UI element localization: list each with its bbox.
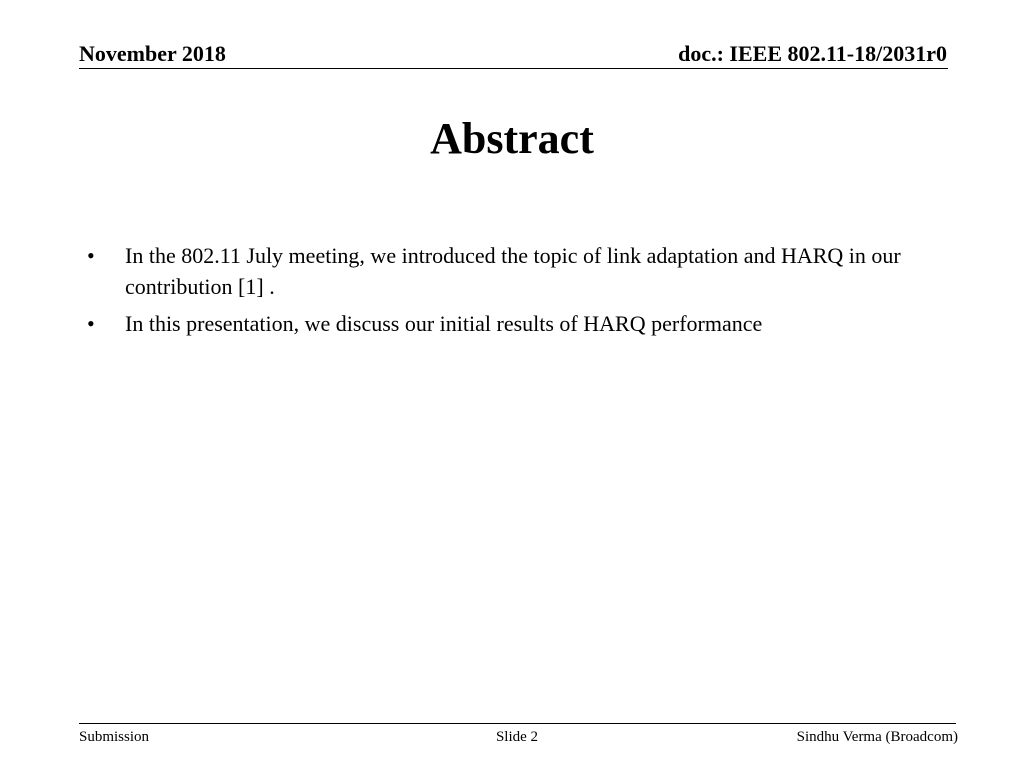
- footer-divider: [79, 723, 956, 724]
- bullet-list: [87, 240, 907, 345]
- bullet-icon: •: [87, 311, 95, 336]
- header-divider: [79, 68, 948, 69]
- bullet-item: [87, 240, 907, 302]
- bullet-item: [87, 308, 907, 339]
- bullet-icon: •: [87, 243, 95, 268]
- header-date: November 2018: [79, 41, 226, 66]
- footer-submission: Submission: [79, 729, 150, 745]
- footer-author: Sindhu Verma (Broadcom): [796, 729, 958, 745]
- header-doc-id: doc.: IEEE 802.11-18/2031r0: [678, 41, 947, 66]
- slide-title: Abstract: [430, 114, 594, 163]
- bullet-text: In the 802.11 July meeting, we introduced the topic of link adaptation and HARQ in our contribution [1] .: [125, 243, 901, 299]
- footer-slide-number: Slide 2: [495, 729, 539, 745]
- bullet-text: In this presentation, we discuss our initial results of HARQ performance: [125, 311, 763, 336]
